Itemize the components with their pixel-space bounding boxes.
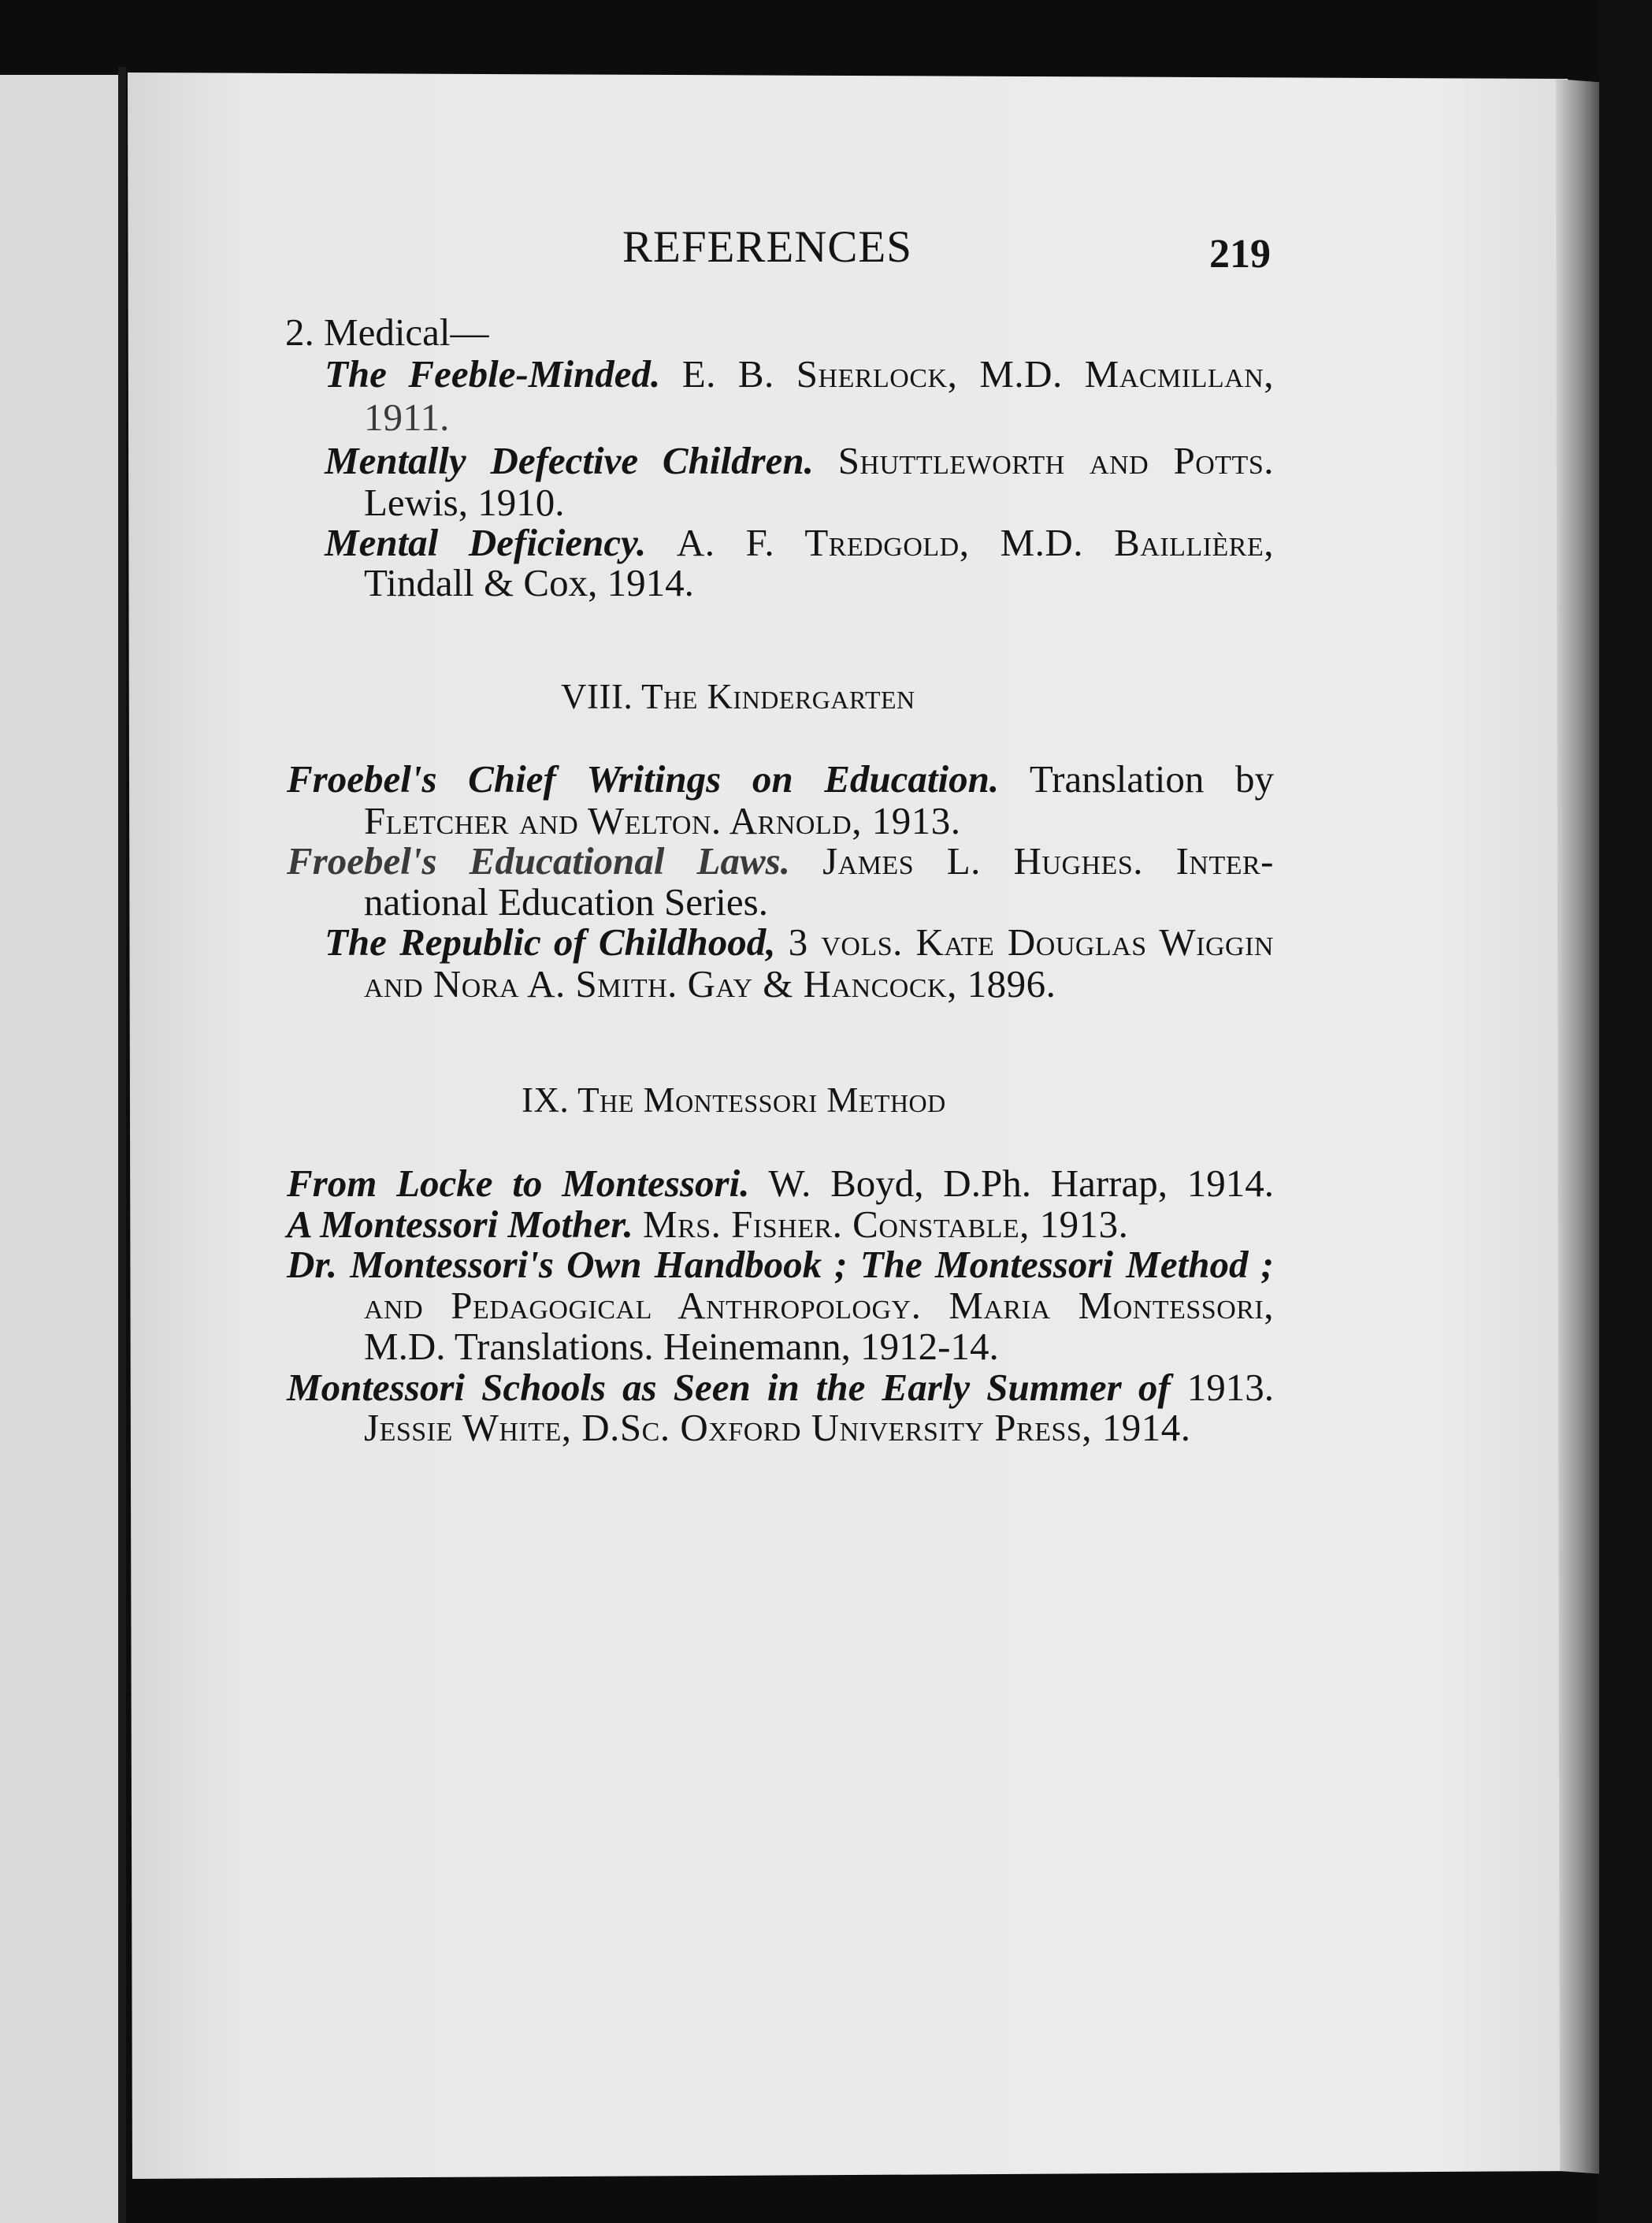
reference-entry [287, 839, 1274, 883]
reference-details: Shuttleworth and Potts. [837, 439, 1274, 482]
reference-details: 3 vols. Kate Douglas Wiggin [788, 920, 1274, 964]
reference-continuation: national Education Series. [364, 880, 768, 924]
reference-entry [287, 1368, 1274, 1407]
reference-continuation: Jessie White, D.Sc. Oxford University Press, 1914. [364, 1406, 1191, 1449]
reference-continuation: M.D. Translations. Heinemann, 1912-14. [364, 1325, 999, 1368]
reference-details: 1913. [1186, 1366, 1275, 1409]
page-number: 219 [1209, 232, 1271, 277]
reference-entry [287, 757, 1274, 801]
reference-entry [325, 523, 1274, 562]
reference-title: Mentally Defective Children. [325, 439, 814, 482]
reference-title: The Republic of Childhood, [325, 920, 776, 964]
reference-details: A. F. Tredgold, M.D. Baillière, [676, 521, 1274, 564]
reference-entry [287, 1245, 1274, 1284]
reference-entry [325, 352, 1275, 396]
section-heading-montessori: IX. The Montessori Method [522, 1080, 946, 1120]
section-heading-kindergarten: VIII. The Kindergarten [561, 677, 915, 716]
reference-details: Mrs. Fisher. Constable, 1913. [643, 1203, 1129, 1246]
reference-continuation: and Pedagogical Anthropology. Maria Montessori, [364, 1284, 1274, 1327]
reference-title: Montessori Schools as Seen in the Early Summer of [287, 1366, 1171, 1409]
reference-continuation: 1911. [364, 396, 450, 439]
reference-title: Froebel's Educational Laws. [287, 839, 790, 883]
reference-title: A Montessori Mother. [287, 1203, 633, 1246]
reference-entry [287, 1164, 1274, 1203]
reference-entry [325, 441, 1274, 480]
reference-title: From Locke to Montessori. [287, 1162, 750, 1205]
reference-title: The Feeble-Minded. [325, 352, 661, 396]
section-heading-medical: 2. Medical— [285, 310, 489, 354]
reference-title: Mental Deficiency. [325, 521, 647, 564]
reference-details: W. Boyd, D.Ph. Harrap, 1914. [768, 1162, 1274, 1205]
reference-title: Dr. Montessori's Own Handbook ; The Montessori Method ; [287, 1243, 1274, 1286]
reference-details: James L. Hughes. Inter- [822, 839, 1274, 883]
reference-continuation: Lewis, 1910. [364, 481, 565, 524]
reference-details: Translation by [1029, 757, 1274, 801]
running-head: REFERENCES [622, 222, 912, 272]
reference-details: E. B. Sherlock, M.D. Macmillan, [681, 352, 1275, 396]
reference-title: Froebel's Chief Writings on Education. [287, 757, 1000, 801]
reference-continuation: Tindall & Cox, 1914. [364, 561, 694, 604]
reference-continuation: Fletcher and Welton. Arnold, 1913. [364, 799, 961, 842]
reference-entry [287, 1203, 1129, 1246]
reference-entry [325, 920, 1274, 964]
reference-continuation: and Nora A. Smith. Gay & Hancock, 1896. [364, 962, 1056, 1006]
